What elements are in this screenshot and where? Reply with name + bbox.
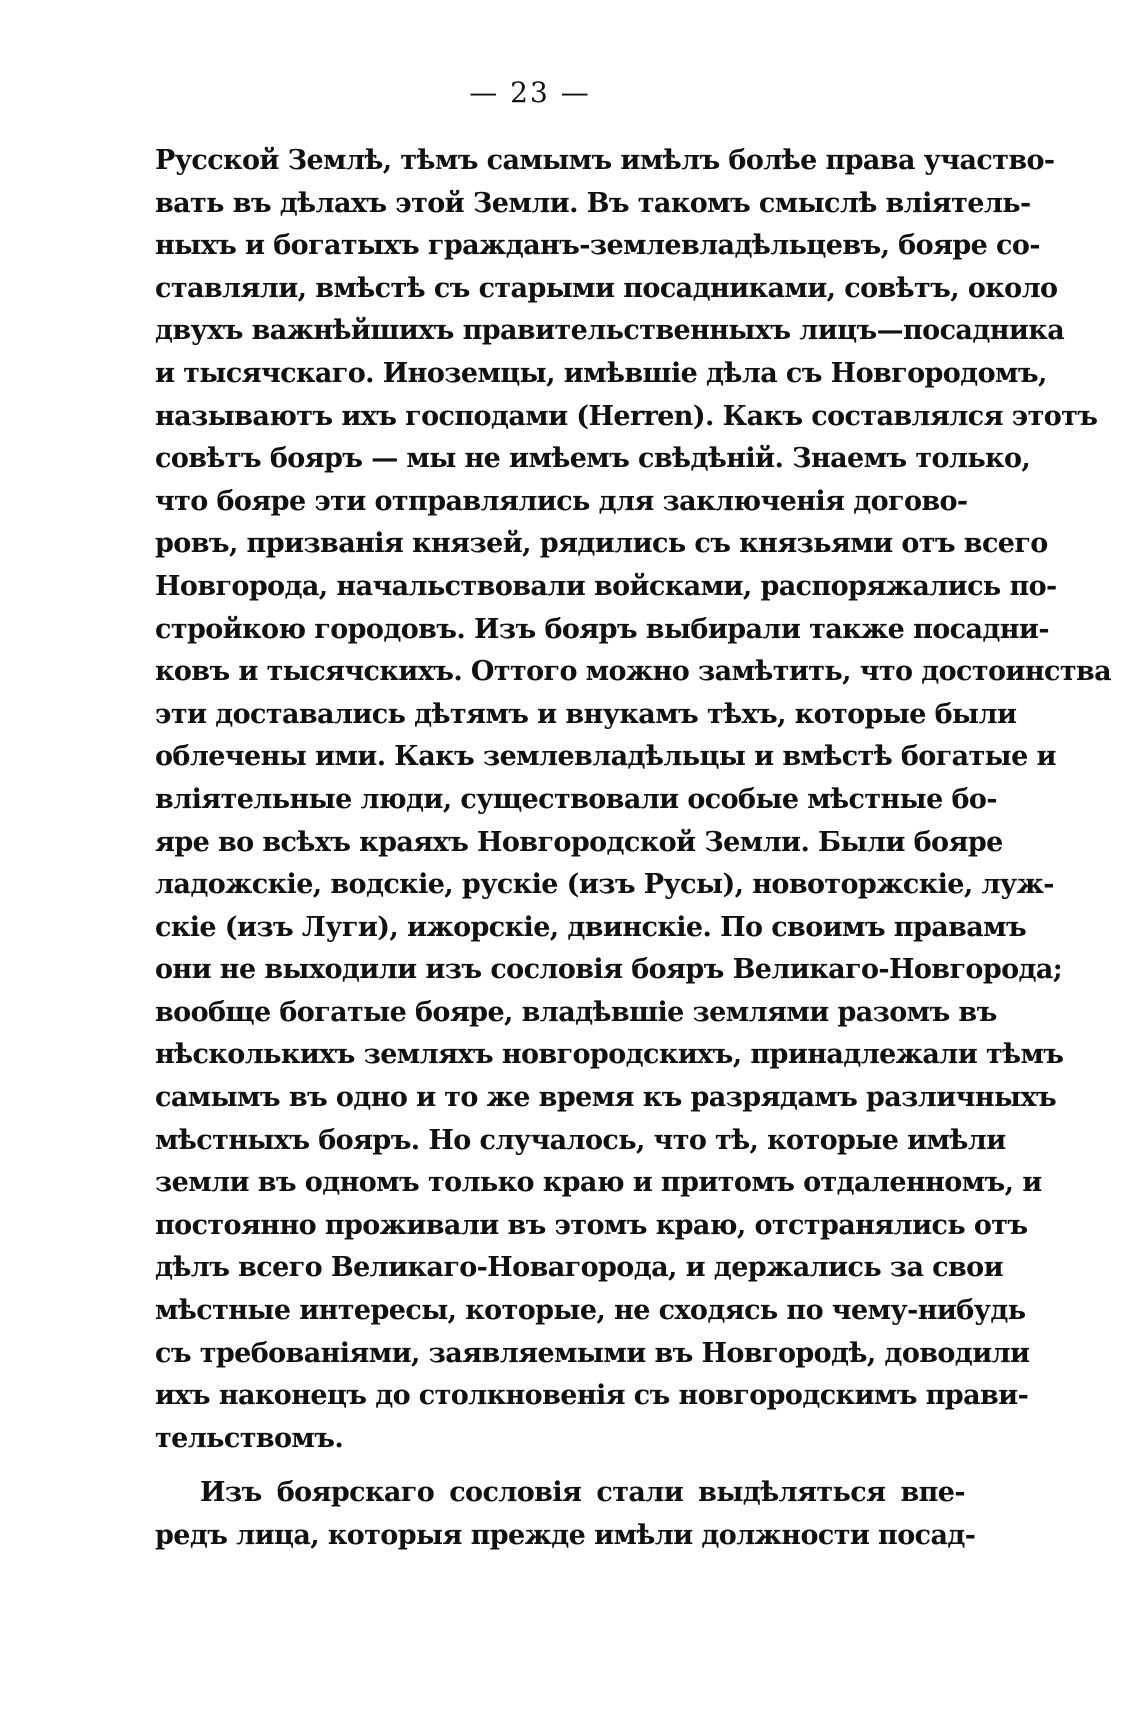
text-line: и тысячскаго. Иноземцы, имѣвшіе дѣла съ Новгородомъ, bbox=[155, 357, 1047, 389]
text-line: двухъ важнѣйшихъ правительственныхъ лицъ—посадника bbox=[155, 315, 1065, 347]
text-line: вліятельные люди, существовали особые мѣстные бо- bbox=[155, 783, 997, 815]
text-line: вать въ дѣлахъ этой Земли. Въ такомъ смыслѣ вліятель- bbox=[155, 187, 1031, 219]
text-line: ныхъ и богатыхъ гражданъ-землевладѣльцевъ, бояре со- bbox=[155, 230, 1040, 262]
body-text bbox=[155, 140, 1112, 1558]
text-line: дѣлъ всего Великаго-Новагорода, и держались за свои bbox=[155, 1252, 1004, 1284]
text-line: облечены ими. Какъ землевладѣльцы и вмѣстѣ богатые и bbox=[155, 741, 1056, 773]
text-line: скіе (изъ Луги), ижорскіе, двинскіе. По своимъ правамъ bbox=[155, 911, 1027, 943]
text-line: мѣстные интересы, которые, не сходясь по чему-нибудь bbox=[155, 1295, 1026, 1327]
text-line: редъ лица, которыя прежде имѣли должности посад- bbox=[155, 1520, 976, 1551]
text-line: Русской Землѣ, тѣмъ самымъ имѣлъ болѣе права участво- bbox=[155, 145, 1055, 176]
text-line: самымъ въ одно и то же время къ разрядамъ различныхъ bbox=[155, 1082, 1057, 1114]
text-line: ставляли, вмѣстѣ съ старыми посадниками, совѣтъ, около bbox=[155, 272, 1058, 304]
text-line: нѣсколькихъ земляхъ новгородскихъ, принадлежали тѣмъ bbox=[155, 1039, 1064, 1071]
text-line: постоянно проживали въ этомъ краю, отстранялись отъ bbox=[155, 1209, 1028, 1241]
text-line: что бояре эти отправлялись для заключенія догово- bbox=[155, 485, 968, 517]
text-line: эти доставались дѣтямъ и внукамъ тѣхъ, которые были bbox=[155, 698, 1017, 730]
text-line: ровъ, призванія князей, рядились съ князьями отъ всего bbox=[155, 528, 1048, 560]
paragraph-1 bbox=[155, 140, 1112, 1460]
text-line: земли въ одномъ только краю и притомъ отдаленномъ, и bbox=[155, 1167, 1042, 1199]
text-line: Новгорода, начальствовали войсками, распоряжались по- bbox=[155, 570, 1057, 602]
text-line: они не выходили изъ сословія бояръ Великаго-Новгорода; bbox=[155, 954, 1063, 986]
text-line: яре во всѣхъ краяхъ Новгородской Земли. Были бояре bbox=[155, 826, 1003, 858]
text-line: совѣтъ бояръ — мы не имѣемъ свѣдѣній. Знаемъ только, bbox=[155, 443, 1031, 475]
paragraph-2 bbox=[155, 1472, 976, 1557]
text-line: мѣстныхъ бояръ. Но случалось, что тѣ, которые имѣли bbox=[155, 1124, 1006, 1156]
text-line: тельствомъ. bbox=[155, 1422, 344, 1454]
text-line: ихъ наконецъ до столкновенія съ новгородскимъ прави- bbox=[155, 1380, 1029, 1412]
page-number: — 23 — bbox=[469, 76, 591, 109]
text-line: стройкою городовъ. Изъ бояръ выбирали также посадни- bbox=[155, 613, 1049, 645]
text-line: называютъ ихъ господами (Herren). Какъ составлялся этотъ bbox=[155, 400, 1098, 432]
text-line: съ требованіями, заявляемыми въ Новгородѣ, доводили bbox=[155, 1337, 1030, 1369]
text-line: ладожскіе, водскіе, рускіе (изъ Русы), новоторжскіе, луж- bbox=[155, 869, 1054, 901]
text-line: Изъ боярскаго сословія стали выдѣляться впе- bbox=[200, 1477, 965, 1509]
paragraph-spacer bbox=[155, 1460, 965, 1472]
text-line: ковъ и тысячскихъ. Оттого можно замѣтить, что достоинства bbox=[155, 656, 1112, 688]
text-line: вообще богатые бояре, владѣвшіе землями разомъ въ bbox=[155, 996, 997, 1028]
